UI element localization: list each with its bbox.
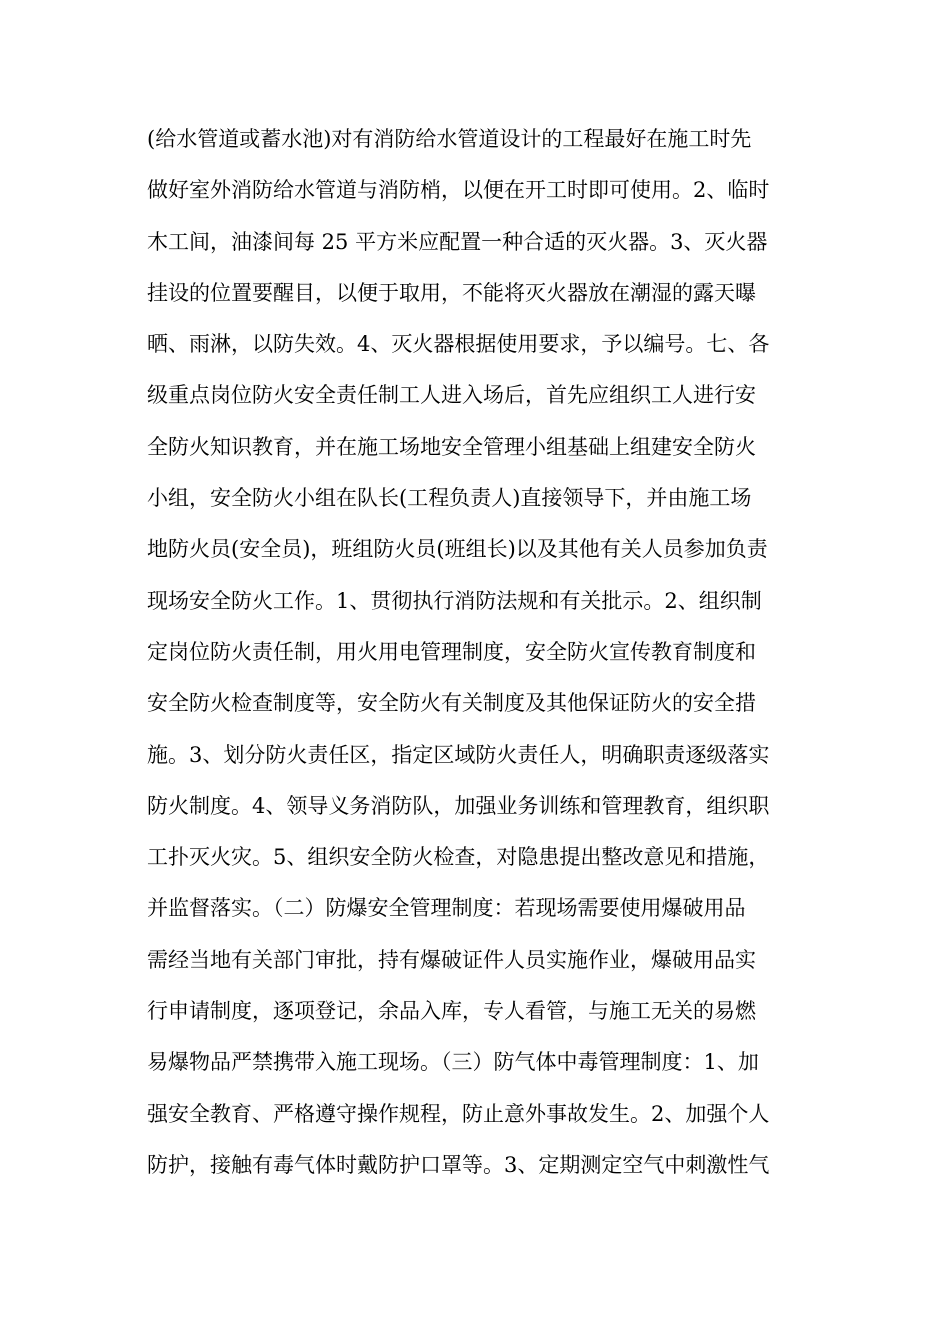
text-line: 防护，接触有毒气体时戴防护口罩等。3、定期测定空气中刺激性气 [147,1152,770,1177]
text-line: 定岗位防火责任制，用火用电管理制度，安全防火宣传教育制度和 [147,639,756,664]
text-line: 易爆物品严禁携带入施工现场。（三）防气体中毒管理制度：1、加 [147,1050,759,1075]
body-text [147,114,827,1191]
text-line: 全防火知识教育，并在施工场地安全管理小组基础上组建安全防火 [147,434,756,459]
text-line: (给水管道或蓄水池)对有消防给水管道设计的工程最好在施工时先 [147,127,752,151]
text-line: 防火制度。4、领导义务消防队，加强业务训练和管理教育，组织职 [147,793,770,818]
text-line: 做好室外消防给水管道与消防梢，以便在开工时即可使用。2、临时 [147,178,770,203]
text-line: 行申请制度，逐项登记，余品入库，专人看管，与施工无关的易燃 [147,999,756,1024]
text-line: 木工间，油漆间每 25 平方米应配置一种合适的灭火器。3、灭火器 [147,229,768,254]
text-line: 并监督落实。（二）防爆安全管理制度：若现场需要使用爆破用品 [147,896,746,921]
text-line: 挂设的位置要醒目，以便于取用，不能将灭火器放在潮湿的露天曝 [147,280,756,305]
text-line: 晒、雨淋，以防失效。4、灭火器根据使用要求，予以编号。七、各 [147,332,770,357]
text-line: 安全防火检查制度等，安全防火有关制度及其他保证防火的安全措 [147,691,756,716]
text-line: 现场安全防火工作。1、贯彻执行消防法规和有关批示。2、组织制 [147,588,762,613]
text-line: 强安全教育、严格遵守操作规程，防止意外事故发生。2、加强个人 [147,1101,770,1126]
text-line: 级重点岗位防火安全责任制工人进入场后，首先应组织工人进行安 [147,383,756,408]
text-line: 需经当地有关部门审批，持有爆破证件人员实施作业，爆破用品实 [147,947,756,972]
text-line: 地防火员(安全员)，班组防火员(班组长)以及其他有关人员参加负责 [147,537,768,562]
text-line: 工扑灭火灾。5、组织安全防火检查，对隐患提出整改意见和措施， [147,845,770,870]
text-line: 施。3、划分防火责任区，指定区域防火责任人，明确职责逐级落实 [147,742,770,767]
text-line: 小组，安全防火小组在队长(工程负责人)直接领导下，并由施工场 [147,486,752,511]
